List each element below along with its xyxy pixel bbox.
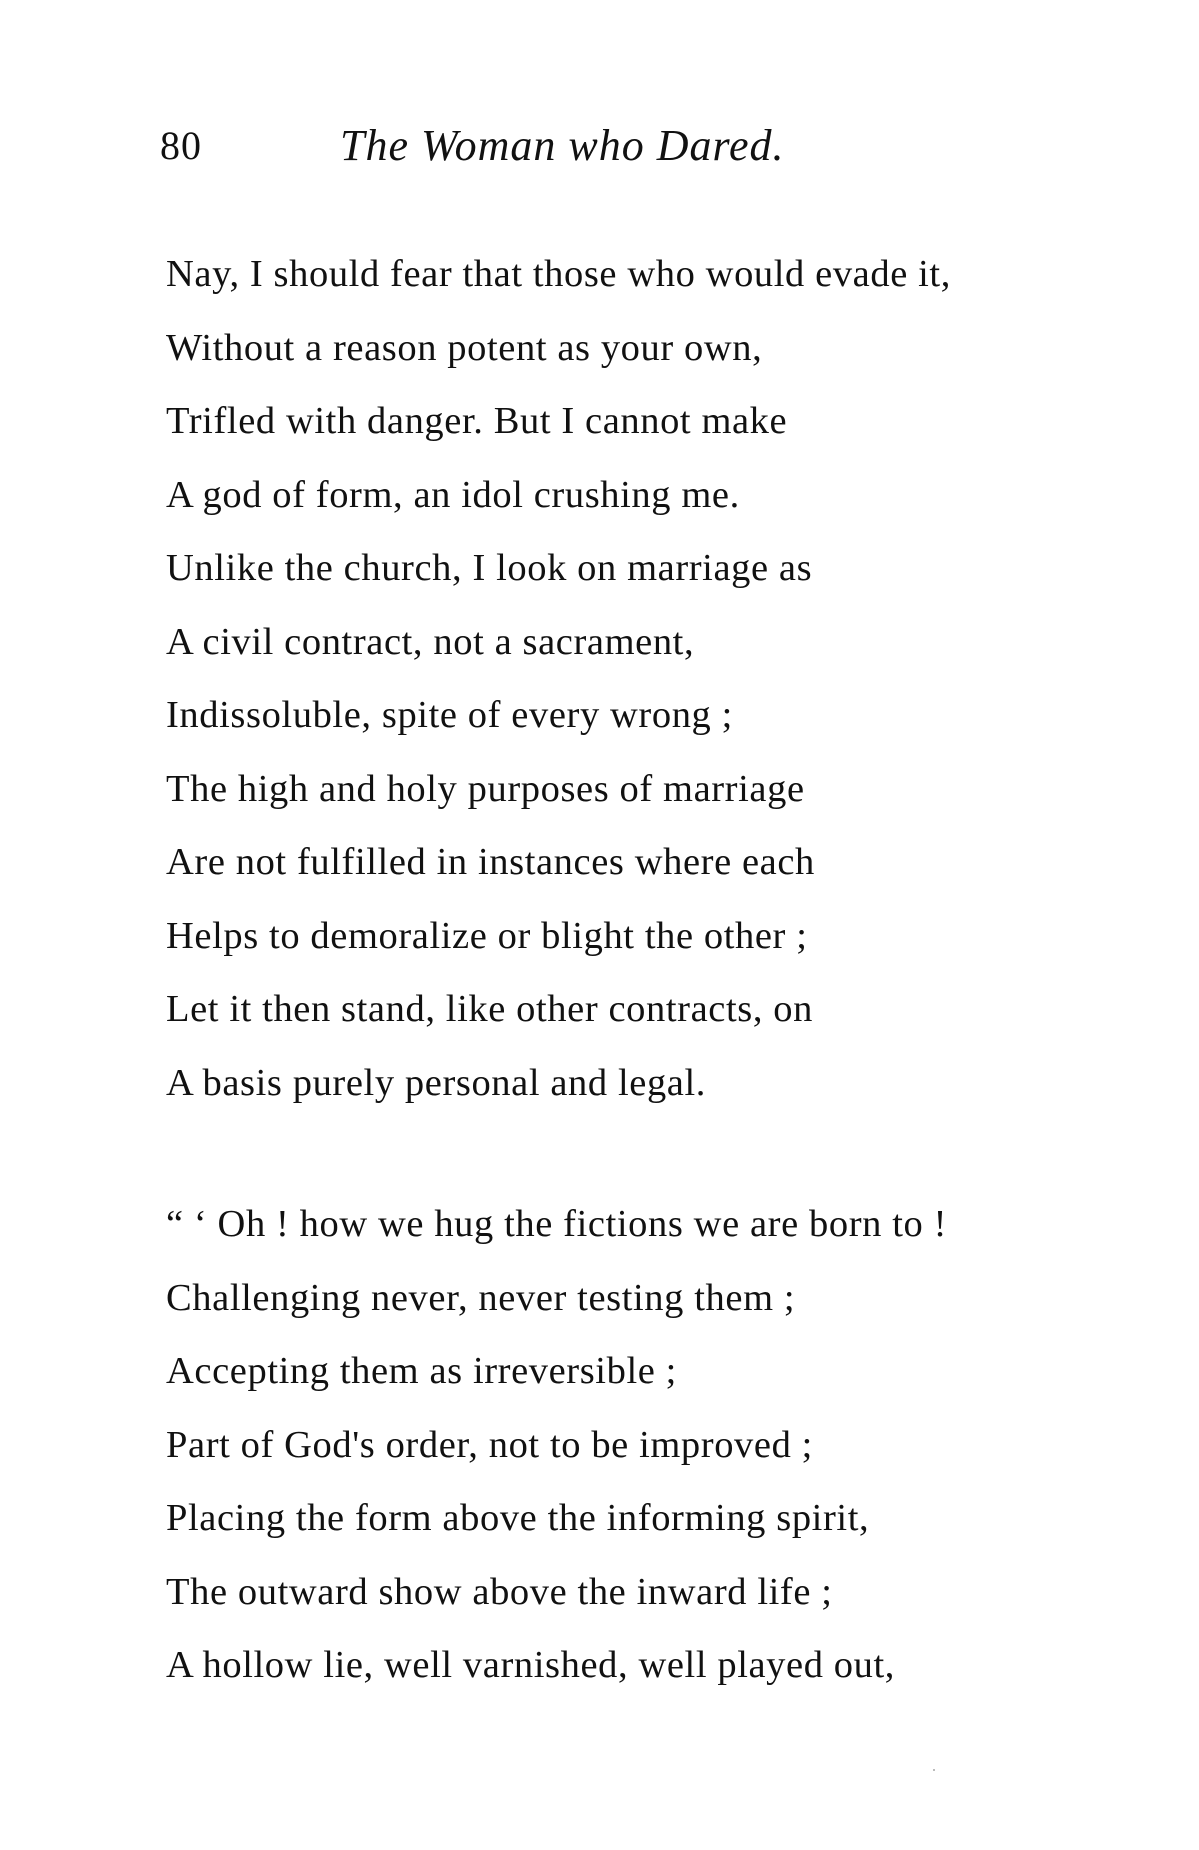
verse-line: Nay, I should fear that those who would evade it,: [166, 253, 951, 295]
verse-line: The outward show above the inward life ;: [166, 1570, 833, 1613]
page-number: 80: [160, 123, 202, 168]
paper-speck: [933, 1769, 935, 1771]
verse-line: Unlike the church, I look on marriage as: [166, 547, 813, 589]
verse-line: The high and holy purposes of marriage: [166, 767, 805, 810]
running-header: [160, 122, 1060, 182]
verse-line: Let it then stand, like other contracts, on: [166, 988, 813, 1030]
verse-line: Without a reason potent as your own,: [166, 326, 763, 369]
stanza-2: [166, 1188, 1106, 1703]
verse-line: Indissoluble, spite of every wrong ;: [166, 694, 733, 736]
verse-line: A god of form, an idol crushing me.: [166, 473, 740, 516]
verse-line: Trifled with danger. But I cannot make: [166, 400, 788, 442]
verse-line: Placing the form above the informing spirit,: [166, 1497, 870, 1539]
verse-line: A basis purely personal and legal.: [166, 1061, 707, 1104]
verse-line: Accepting them as irreversible ;: [166, 1350, 677, 1392]
stanza-1: [166, 238, 1106, 1120]
verse-line: Are not fulfilled in instances where each: [166, 841, 815, 883]
running-title: The Woman who Dared.: [340, 121, 785, 170]
verse-line: Helps to demoralize or blight the other ;: [166, 914, 808, 957]
verse-line: A hollow lie, well varnished, well played out,: [166, 1644, 896, 1686]
verse-line: A civil contract, not a sacrament,: [166, 620, 695, 663]
verse-line: “ ‘ Oh ! how we hug the fictions we are born to !: [166, 1203, 947, 1245]
verse-line: Part of God's order, not to be improved ;: [166, 1423, 813, 1466]
verse-line: Challenging never, never testing them ;: [166, 1276, 796, 1319]
